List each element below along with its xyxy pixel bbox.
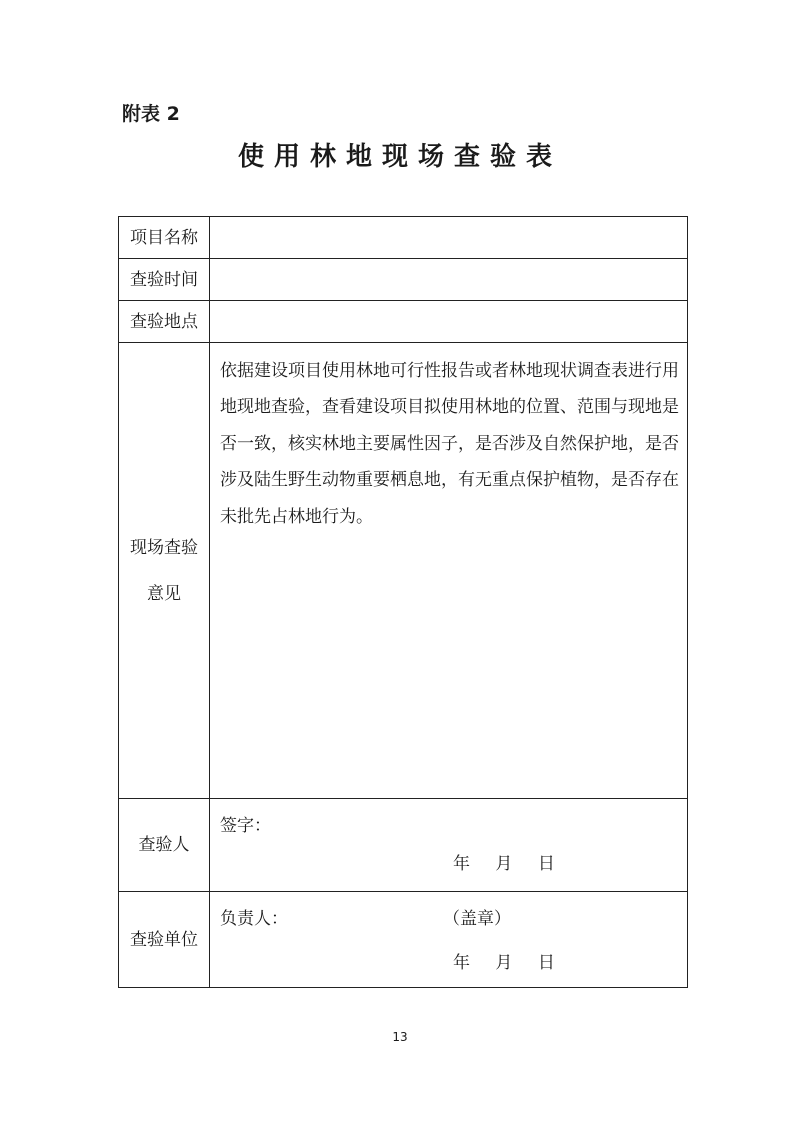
label-project-name: 项目名称 — [119, 217, 210, 259]
appendix-label: 附表 2 — [122, 103, 180, 125]
month-label: 月 — [495, 953, 513, 973]
page-number: 13 — [392, 1030, 408, 1044]
field-inspector[interactable] — [210, 799, 688, 892]
day-label: 日 — [537, 854, 555, 874]
label-inspection-place: 查验地点 — [119, 301, 210, 343]
unit-date — [453, 948, 555, 973]
form-title: 使用林地现场查验表 — [237, 142, 562, 172]
field-inspection-place[interactable] — [210, 301, 688, 343]
field-unit[interactable] — [210, 892, 688, 988]
row-unit — [119, 892, 688, 988]
row-inspection-time — [119, 259, 688, 301]
label-opinion-line2: 意见 — [147, 583, 181, 604]
row-project-name — [119, 217, 688, 259]
responsible-label: 负责人： — [220, 909, 288, 929]
row-inspector — [119, 799, 688, 892]
field-opinion[interactable] — [210, 343, 688, 799]
field-inspection-time[interactable] — [210, 259, 688, 301]
label-inspection-time: 查验时间 — [119, 259, 210, 301]
signature-label: 签字： — [220, 816, 271, 836]
opinion-instructions: 依据建设项目使用林地可行性报告或者林地现状调查表进行用地现地查验，查看建设项目拟使用林地的位置、范围与现地是否一致，核实林地主要属性因子，是否涉及自然保护地，是否涉及陆生野生动物重要栖息地，有无重点保护植物，是否存在未批先占林地行为。 — [220, 361, 679, 527]
row-opinion — [119, 343, 688, 799]
field-project-name[interactable] — [210, 217, 688, 259]
row-inspection-place — [119, 301, 688, 343]
day-label: 日 — [537, 953, 555, 973]
inspector-date — [453, 849, 555, 874]
year-label: 年 — [453, 953, 470, 973]
label-unit: 查验单位 — [119, 892, 210, 988]
year-label: 年 — [453, 854, 470, 874]
inspection-form-table — [118, 216, 688, 988]
month-label: 月 — [495, 854, 513, 874]
seal-label: （盖章） — [443, 909, 511, 929]
label-inspector: 查验人 — [119, 799, 210, 892]
label-opinion-line1: 现场查验 — [130, 537, 198, 558]
label-opinion — [119, 343, 210, 799]
